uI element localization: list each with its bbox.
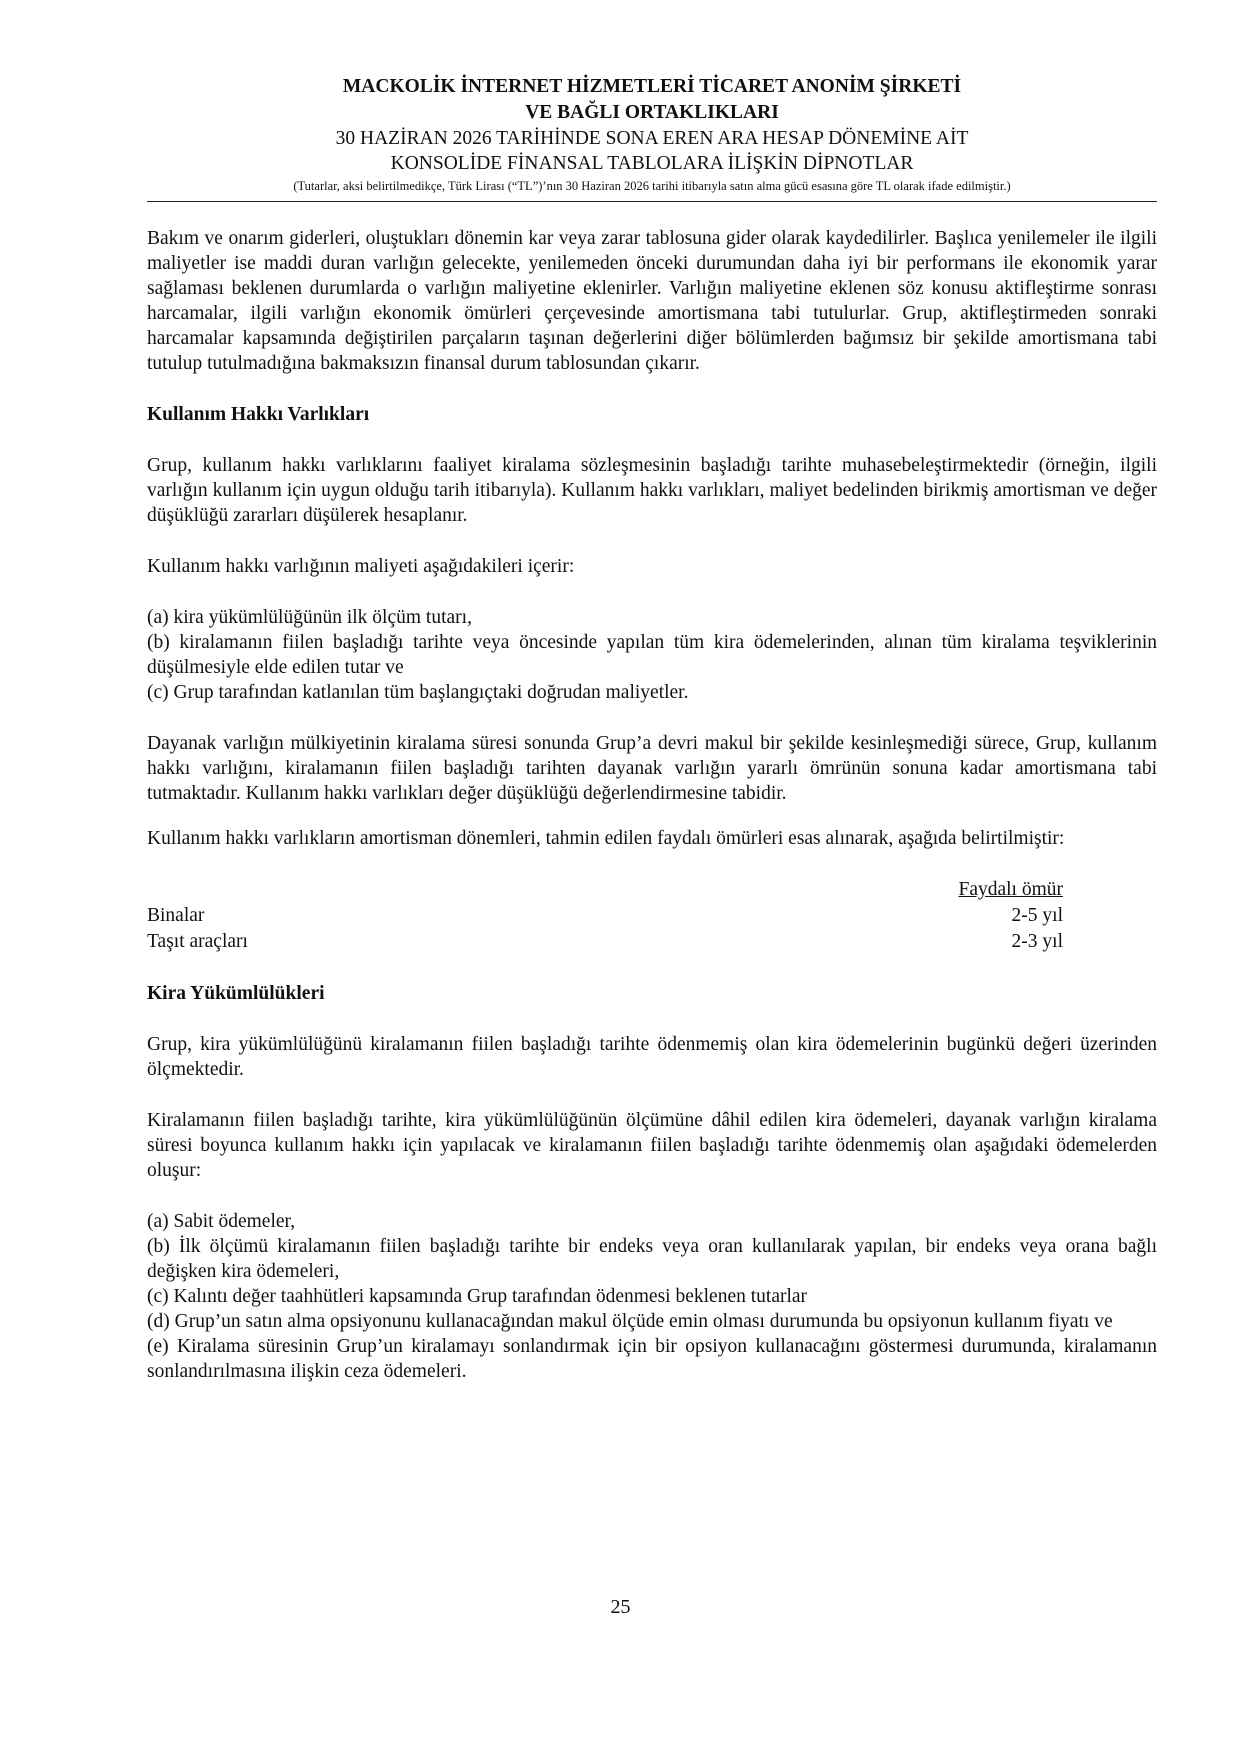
row-label: Binalar xyxy=(147,905,205,926)
rou-cost-list xyxy=(147,605,1157,705)
list-item: (c) Grup tarafından katlanılan tüm başlangıçtaki doğrudan maliyetler. xyxy=(147,682,689,703)
header-divider xyxy=(147,201,1157,202)
list-item: (b) İlk ölçümü kiralamanın fiilen başladığı tarihte bir endeks veya oran kullanılarak yapılan, bir endeks veya orana bağlı değişken kira ödemeleri, xyxy=(147,1236,1157,1282)
list-item: (c) Kalıntı değer taahhütleri kapsamında Grup tarafından ödenmesi beklenen tutarlar xyxy=(147,1286,808,1307)
rou-paragraph-3: Dayanak varlığın mülkiyetinin kiralama süresi sonunda Grup’a devri makul bir şekilde kesinleşmediği sürece, Grup, kullanım hakkı varlığını, kiralamanın fiilen başladığı tarihten dayanak varlığın yararlı ömrünün sonuna kadar amortismana tabi tutmaktadır. Kullanım hakkı varlıkları değer düşüklüğü değerlendirmesine tabidir. xyxy=(147,733,1157,804)
lease-paragraph-1: Grup, kira yükümlülüğünü kiralamanın fiilen başladığı tarihte ödenmemiş olan kira ödemelerinin bugünkü değeri üzerinden ölçmektedir. xyxy=(147,1034,1157,1080)
rou-paragraph-2: Kullanım hakkı varlığının maliyeti aşağıdakileri içerir: xyxy=(147,556,575,577)
list-item: (e) Kiralama süresinin Grup’un kiralamayı sonlandırmak için bir opsiyon kullanacağını göstermesi durumunda, kiralamanın sonlandırılmasına ilişkin ceza ödemeleri. xyxy=(147,1336,1157,1382)
intro-paragraph: Bakım ve onarım giderleri, oluştukları dönemin kar veya zarar tablosuna gider olarak kaydedilirler. Başlıca yenilemeler ile ilgili maliyetler ise maddi duran varlığın gelecekte, yenilemeden önceki durumundan daha iyi bir performans ile ekonomik yarar sağlaması beklenen durumlarda o varlığın maliyetine eklenirler. Varlığın maliyetine eklenen söz konusu aktifleştirme sonrası harcamalar, ilgili varlığın ekonomik ömürleri çerçevesinde amortismana tabi tutulurlar. Grup, aktifleştirmeden sonraki harcamalar kapsamında değiştirilen parçaların taşınan değerlerini diğer bölümlerden bağımsız bir şekilde amortismana tabi tutulup tutulmadığına bakmaksızın finansal durum tablosundan çıkarır. xyxy=(147,228,1157,374)
row-label: Taşıt araçları xyxy=(147,931,248,952)
document-title: KONSOLİDE FİNANSAL TABLOLARA İLİŞKİN DİPNOTLAR xyxy=(390,153,914,174)
table-row xyxy=(147,929,1063,955)
rou-paragraph-1: Grup, kullanım hakkı varlıklarını faaliyet kiralama sözleşmesinin başladığı tarihte muhasebeleştirmektedir (örneğin, ilgili varlığın kullanım için uygun olduğu tarih itibarıyla). Kullanım hakkı varlıkları, maliyet bedelinden birikmiş amortisman ve değer düşüklüğü zararları düşülerek hesaplanır. xyxy=(147,455,1157,526)
list-item: (a) Sabit ödemeler, xyxy=(147,1211,296,1232)
company-name-line2: VE BAĞLI ORTAKLIKLARI xyxy=(525,102,779,123)
section-heading-rou: Kullanım Hakkı Varlıkları xyxy=(147,404,370,425)
rou-paragraph-4: Kullanım hakkı varlıkların amortisman dönemleri, tahmin edilen faydalı ömürleri esas alınarak, aşağıda belirtilmiştir: xyxy=(147,828,1065,849)
document-header xyxy=(147,74,1157,195)
document-body xyxy=(147,226,1157,1384)
useful-life-table xyxy=(147,877,1157,955)
row-value: 2-3 yıl xyxy=(1011,931,1063,952)
list-item: (d) Grup’un satın alma opsiyonunu kullanacağından makul ölçüde emin olması durumunda bu opsiyonun kullanım fiyatı ve xyxy=(147,1311,1113,1332)
lease-paragraph-2: Kiralamanın fiilen başladığı tarihte, kira yükümlülüğünün ölçümüne dâhil edilen kira ödemeleri, dayanak varlığın kiralama süresi boyunca kullanım hakkı için yapılacak ve kiralamanın fiilen başladığı tarihte ödenmemiş olan aşağıdaki ödemelerden oluşur: xyxy=(147,1110,1157,1181)
section-heading-lease: Kira Yükümlülükleri xyxy=(147,983,325,1004)
useful-life-header: Faydalı ömür xyxy=(958,879,1063,900)
company-name-line1: MACKOLİK İNTERNET HİZMETLERİ TİCARET ANONİM ŞİRKETİ xyxy=(342,76,962,97)
row-value: 2-5 yıl xyxy=(1011,905,1063,926)
list-item: (b) kiralamanın fiilen başladığı tarihte veya öncesinde yapılan tüm kira ödemelerinden, alınan tüm kiralama teşviklerinin düşülmesiyle elde edilen tutar ve xyxy=(147,632,1157,678)
table-row xyxy=(147,903,1063,929)
page-number: 25 xyxy=(610,1596,631,1618)
period-line: 30 HAZİRAN 2026 TARİHİNDE SONA EREN ARA HESAP DÖNEMİNE AİT xyxy=(335,128,969,149)
list-item: (a) kira yükümlülüğünün ilk ölçüm tutarı, xyxy=(147,607,472,628)
currency-note: (Tutarlar, aksi belirtilmedikçe, Türk Lirası (“TL”)’nın 30 Haziran 2026 tarihi itibarıyla satın alma gücü esasına göre TL olarak ifade edilmiştir.) xyxy=(293,179,1011,193)
lease-payment-list xyxy=(147,1209,1157,1384)
